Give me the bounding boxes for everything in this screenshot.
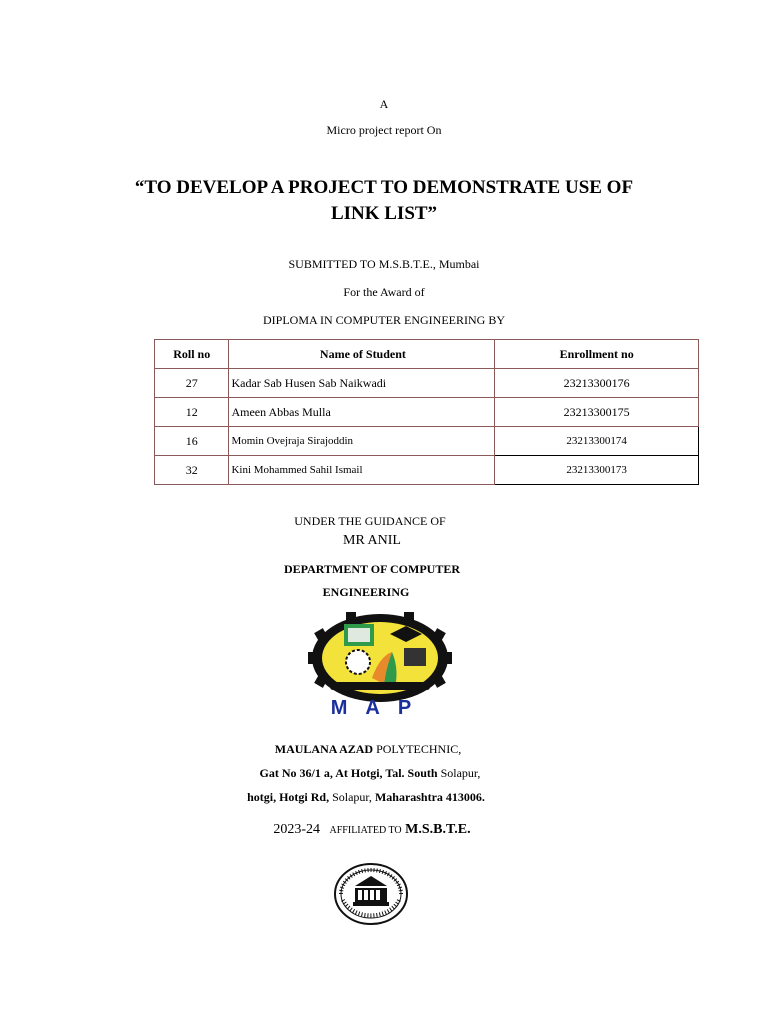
roll-cell: 27 — [155, 369, 229, 398]
header-a: A — [379, 97, 389, 111]
award-line: For the Award of — [343, 285, 425, 299]
gear-icon — [346, 650, 370, 674]
table-row — [155, 369, 699, 398]
roll-cell: 12 — [155, 398, 229, 427]
machine-icon — [404, 648, 426, 666]
logo-text: MAP — [330, 697, 430, 719]
institute-logo — [306, 612, 454, 720]
title-line-1: “TO DEVELOP A PROJECT TO DEMONSTRATE USE OF — [134, 177, 634, 198]
enroll-cell: 23213300174 — [495, 427, 699, 456]
roll-cell: 16 — [155, 427, 229, 456]
name-cell: Kini Mohammed Sahil Ismail — [229, 456, 495, 485]
table-row — [155, 398, 699, 427]
title-line-2: LINK LIST” — [330, 203, 438, 224]
affiliation-line: 2023-24 AFFILIATED TO M.S.B.T.E. — [273, 822, 471, 837]
name-cell: Kadar Sab Husen Sab Naikwadi — [229, 369, 495, 398]
col-roll: Roll no — [155, 340, 229, 369]
address-line-1: Gat No 36/1 a, At Hotgi, Tal. South Solapur, — [259, 766, 481, 780]
students-table — [154, 339, 699, 485]
table-row — [155, 456, 699, 485]
institute-name: MAULANA AZAD POLYTECHNIC, — [274, 742, 462, 756]
dept-line-1: DEPARTMENT OF COMPUTER — [283, 562, 461, 576]
enroll-cell: 23213300176 — [495, 369, 699, 398]
guide-name: MR ANIL — [343, 533, 401, 548]
name-cell: Momin Ovejraja Sirajoddin — [229, 427, 495, 456]
col-name: Name of Student — [229, 340, 495, 369]
dept-line-2: ENGINEERING — [322, 585, 410, 599]
msbte-seal-icon — [333, 862, 409, 926]
address-line-2: hotgi, Hotgi Rd, Solapur, Maharashtra 413006. — [247, 790, 485, 804]
name-cell: Ameen Abbas Mulla — [229, 398, 495, 427]
roll-cell: 32 — [155, 456, 229, 485]
enroll-cell: 23213300175 — [495, 398, 699, 427]
guidance-label: UNDER THE GUIDANCE OF — [294, 514, 446, 528]
col-enroll: Enrollment no — [495, 340, 699, 369]
enroll-cell: 23213300173 — [495, 456, 699, 485]
diploma-line: DIPLOMA IN COMPUTER ENGINEERING BY — [263, 313, 505, 327]
page-title — [0, 175, 768, 227]
submitted-line: SUBMITTED TO M.S.B.T.E., Mumbai — [288, 257, 480, 271]
header-subtitle: Micro project report On — [326, 123, 442, 137]
table-row — [155, 427, 699, 456]
academic-year: 2023-24 — [273, 822, 321, 837]
table-header-row — [155, 340, 699, 369]
